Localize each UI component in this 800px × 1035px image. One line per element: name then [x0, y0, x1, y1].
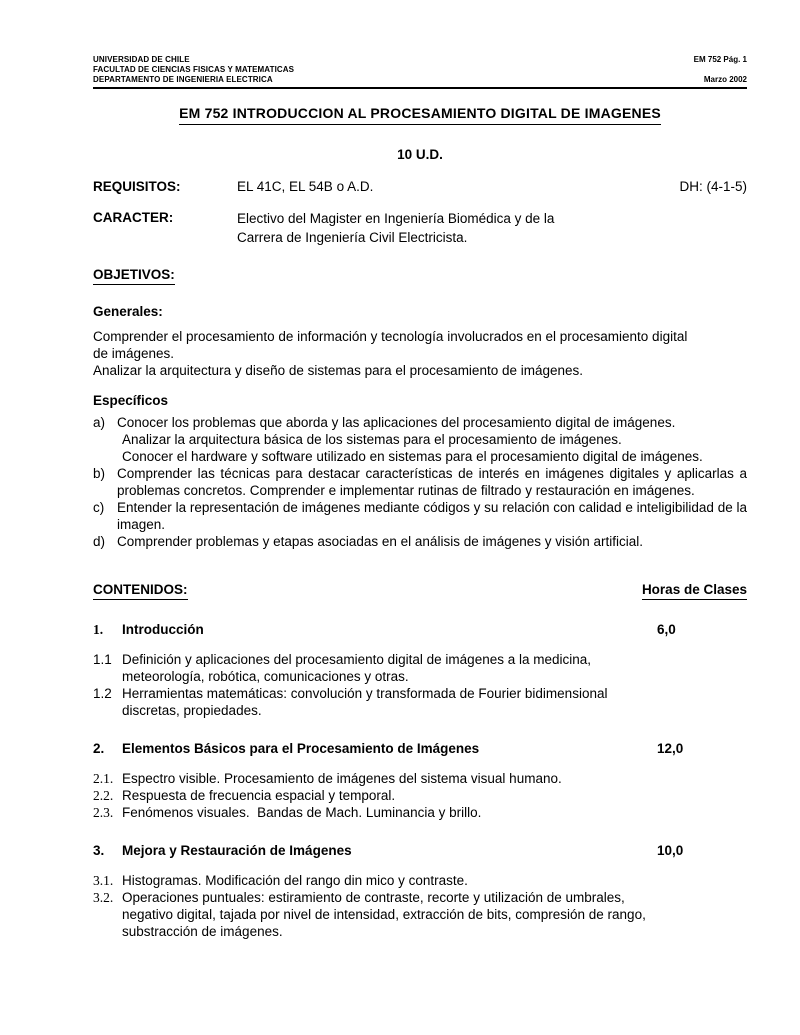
content-item-1-1	[93, 651, 747, 685]
item-text: Fenómenos visuales. Bandas de Mach. Luminancia y brillo.	[122, 805, 482, 820]
content-item-2-1	[93, 770, 747, 787]
item-number: 2.1.	[93, 771, 114, 786]
generales-paragraph	[93, 328, 747, 379]
especificos-heading: Específicos	[93, 393, 169, 408]
section-title: Elementos Básicos para el Procesamiento de Imágenes	[122, 741, 480, 756]
objective-item-label: d)	[93, 534, 106, 549]
title-row	[93, 105, 747, 125]
contenidos-heading-row	[93, 581, 747, 600]
document-date: Marzo 2002	[703, 75, 747, 84]
section-title: Mejora y Restauración de Imágenes	[122, 843, 352, 858]
dh-value: DH: (4-1-5)	[679, 179, 747, 194]
section-heading-3	[93, 842, 747, 859]
content-item-2-2	[93, 787, 747, 804]
section-items-3	[93, 872, 747, 940]
section-number: 1.	[93, 622, 104, 637]
objective-item-label: a)	[93, 415, 106, 430]
content-item-3-2	[93, 889, 747, 940]
item-text: Herramientas matemáticas: convolución y transformada de Fourier bidimensional discretas, propiedades.	[122, 686, 608, 718]
section-title: Introducción	[122, 622, 204, 637]
section-number: 3.	[93, 843, 105, 858]
course-title: EM 752 INTRODUCCION AL PROCESAMIENTO DIGITAL DE IMAGENES	[179, 105, 661, 125]
objective-item-text: Entender la representación de imágenes mediante códigos y su relación con calidad e inteligibilidad de la imagen.	[117, 500, 747, 532]
section-heading-1	[93, 621, 747, 638]
item-text: Histogramas. Modificación del rango din mico y contraste.	[122, 873, 468, 888]
item-text: Espectro visible. Procesamiento de imágenes del sistema visual humano.	[122, 771, 562, 786]
generales-heading: Generales:	[93, 304, 163, 319]
requisitos-label: REQUISITOS:	[93, 179, 181, 194]
page-header	[93, 55, 747, 89]
objective-item-d	[93, 533, 747, 550]
objective-item-text: Comprender problemas y etapas asociadas en el análisis de imágenes y visión artificial.	[117, 534, 644, 549]
item-text: Operaciones puntuales: estiramiento de contraste, recorte y utilización de umbrales, negativo digital, tajada por nivel de intensidad, extracción de bits, compresión de rango, substracción de imágenes.	[122, 890, 646, 939]
caracter-line: Carrera de Ingeniería Civil Electricista.	[237, 230, 468, 245]
caracter-row	[93, 209, 747, 247]
section-hours: 12,0	[657, 741, 684, 756]
section-hours: 10,0	[657, 843, 684, 858]
item-number: 3.1.	[93, 873, 114, 888]
section-hours: 6,0	[657, 622, 676, 637]
objective-item-a	[93, 414, 747, 465]
objective-item-text: Comprender las técnicas para destacar características de interés en imágenes digitales y aplicarlas a problemas concretos. Comprender e implementar rutinas de filtrado y restauración en imágenes.	[117, 466, 747, 498]
generales-line: Comprender el procesamiento de información y tecnología involucrados en el procesamiento digital	[93, 329, 688, 344]
caracter-label: CARACTER:	[93, 210, 174, 225]
item-number: 1.1	[93, 652, 112, 667]
section-heading-2	[93, 740, 747, 757]
institution-block	[93, 55, 294, 85]
section-items-1	[93, 651, 747, 719]
item-text: Definición y aplicaciones del procesamiento digital de imágenes a la medicina, meteorología, robótica, comunicaciones y otras.	[122, 652, 592, 684]
generales-line: Analizar la arquitectura y diseño de sistemas para el procesamiento de imágenes.	[93, 363, 584, 378]
contenidos-heading: CONTENIDOS:	[93, 581, 188, 600]
objective-item-label: b)	[93, 466, 106, 481]
objective-item-text: Conocer los problemas que aborda y las aplicaciones del procesamiento digital de imágenes. Analizar la arquitectura básica de los sistemas para el procesamiento de imágenes. Conocer el hardware y software utilizado en sistemas para el procesamiento digital de imágenes.	[117, 415, 703, 464]
requisitos-value: EL 41C, EL 54B o A.D.	[237, 179, 374, 194]
section-number: 2.	[93, 741, 105, 756]
objective-item-c	[93, 499, 747, 533]
page-meta-block	[694, 55, 747, 85]
objetivos-heading: OBJETIVOS:	[93, 266, 175, 285]
generales-line: de imágenes.	[93, 346, 175, 361]
item-number: 3.2.	[93, 890, 114, 905]
section-items-2	[93, 770, 747, 821]
item-number: 2.2.	[93, 788, 114, 803]
course-page-number: EM 752 Pág. 1	[693, 55, 747, 64]
content-item-3-1	[93, 872, 747, 889]
caracter-value	[237, 209, 554, 247]
content-item-1-2	[93, 685, 747, 719]
objetivos-heading-row	[93, 266, 747, 285]
credits-value: 10 U.D.	[397, 147, 443, 162]
item-number: 2.3.	[93, 805, 114, 820]
hours-heading: Horas de Clases	[642, 581, 747, 600]
content-item-2-3	[93, 804, 747, 821]
item-number: 1.2	[93, 686, 112, 701]
requisitos-row	[93, 178, 747, 195]
institution-line-faculty: FACULTAD DE CIENCIAS FISICAS Y MATEMATICAS	[93, 65, 295, 74]
objective-item-b	[93, 465, 747, 499]
objective-item-label: c)	[93, 500, 105, 515]
caracter-line: Electivo del Magister en Ingeniería Biomédica y de la	[237, 211, 555, 226]
item-text: Respuesta de frecuencia espacial y temporal.	[122, 788, 396, 803]
institution-line-department: DEPARTAMENTO DE INGENIERIA ELECTRICA	[93, 75, 273, 84]
institution-line-university: UNIVERSIDAD DE CHILE	[93, 55, 190, 64]
especificos-list	[93, 414, 747, 550]
